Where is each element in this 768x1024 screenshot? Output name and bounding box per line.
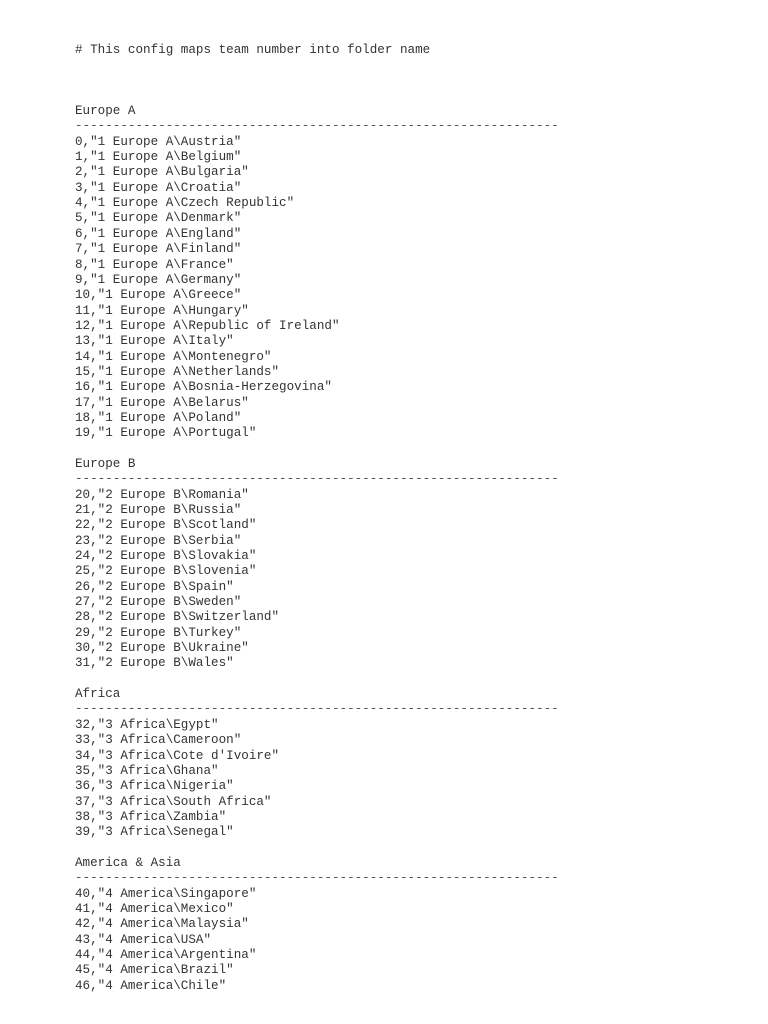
section-title: America & Asia: [75, 855, 181, 870]
config-entry: 36,"3 Africa\Nigeria": [75, 779, 234, 794]
config-entry: 38,"3 Africa\Zambia": [75, 809, 227, 824]
config-entry: 4,"1 Europe A\Czech Republic": [75, 196, 295, 211]
section-divider: ----------------------------------------------------------------: [75, 871, 559, 886]
config-entry: 29,"2 Europe B\Turkey": [75, 625, 242, 640]
section-divider: ----------------------------------------------------------------: [75, 472, 559, 487]
config-entry: 5,"1 Europe A\Denmark": [75, 211, 242, 226]
config-entry: 7,"1 Europe A\Finland": [75, 242, 242, 257]
config-entry: 18,"1 Europe A\Poland": [75, 410, 242, 425]
blank-line: [75, 442, 559, 457]
config-entry: 44,"4 America\Argentina": [75, 947, 257, 962]
section-divider: ----------------------------------------------------------------: [75, 119, 559, 134]
section-title: Africa: [75, 687, 121, 702]
config-entry: 23,"2 Europe B\Serbia": [75, 533, 242, 548]
config-entry: 37,"3 Africa\South Africa": [75, 794, 272, 809]
section-title: Europe A: [75, 104, 136, 119]
config-entry: 16,"1 Europe A\Bosnia-Herzegovina": [75, 380, 332, 395]
config-entry: 13,"1 Europe A\Italy": [75, 334, 234, 349]
config-entry: 9,"1 Europe A\Germany": [75, 272, 242, 287]
config-entry: 43,"4 America\USA": [75, 932, 212, 947]
config-entry: 26,"2 Europe B\Spain": [75, 579, 234, 594]
section-title: Europe B: [75, 456, 136, 471]
config-entry: 14,"1 Europe A\Montenegro": [75, 349, 272, 364]
config-entry: 28,"2 Europe B\Switzerland": [75, 610, 280, 625]
config-entry: 12,"1 Europe A\Republic of Ireland": [75, 318, 340, 333]
blank-line: [75, 89, 559, 104]
config-entry: 11,"1 Europe A\Hungary": [75, 303, 249, 318]
config-entry: 30,"2 Europe B\Ukraine": [75, 641, 249, 656]
config-entry: 2,"1 Europe A\Bulgaria": [75, 165, 249, 180]
config-entry: 17,"1 Europe A\Belarus": [75, 395, 249, 410]
config-entry: 39,"3 Africa\Senegal": [75, 825, 234, 840]
config-entry: 46,"4 America\Chile": [75, 978, 227, 993]
config-entry: 31,"2 Europe B\Wales": [75, 656, 234, 671]
config-entry: 40,"4 America\Singapore": [75, 886, 257, 901]
config-entry: 35,"3 Africa\Ghana": [75, 763, 219, 778]
blank-line: [75, 672, 559, 687]
config-entry: 42,"4 America\Malaysia": [75, 917, 249, 932]
config-entry: 10,"1 Europe A\Greece": [75, 288, 242, 303]
config-document: [75, 12, 559, 1009]
header-comment: # This config maps team number into folder name: [75, 42, 431, 57]
config-entry: 0,"1 Europe A\Austria": [75, 134, 242, 149]
config-entry: 6,"1 Europe A\England": [75, 226, 242, 241]
sections-container: [75, 89, 559, 994]
config-entry: 32,"3 Africa\Egypt": [75, 717, 219, 732]
config-entry: 33,"3 Africa\Cameroon": [75, 733, 242, 748]
config-section: [75, 856, 559, 994]
config-entry: 15,"1 Europe A\Netherlands": [75, 364, 280, 379]
config-entry: 1,"1 Europe A\Belgium": [75, 150, 242, 165]
config-entry: 3,"1 Europe A\Croatia": [75, 180, 242, 195]
config-entry: 19,"1 Europe A\Portugal": [75, 426, 257, 441]
config-entry: 24,"2 Europe B\Slovakia": [75, 549, 257, 564]
config-entry: 27,"2 Europe B\Sweden": [75, 595, 242, 610]
config-entry: 34,"3 Africa\Cote d'Ivoire": [75, 748, 280, 763]
config-section: [75, 687, 559, 840]
config-entry: 20,"2 Europe B\Romania": [75, 487, 249, 502]
config-section: [75, 104, 559, 442]
blank-line: [75, 841, 559, 856]
config-entry: 21,"2 Europe B\Russia": [75, 503, 242, 517]
config-entry: 41,"4 America\Mexico": [75, 901, 234, 916]
config-section: [75, 457, 559, 672]
config-entry: 22,"2 Europe B\Scotland": [75, 518, 257, 533]
section-divider: ----------------------------------------------------------------: [75, 702, 559, 717]
config-entry: 8,"1 Europe A\France": [75, 257, 234, 272]
config-entry: 45,"4 America\Brazil": [75, 963, 234, 978]
config-entry: 25,"2 Europe B\Slovenia": [75, 564, 257, 579]
